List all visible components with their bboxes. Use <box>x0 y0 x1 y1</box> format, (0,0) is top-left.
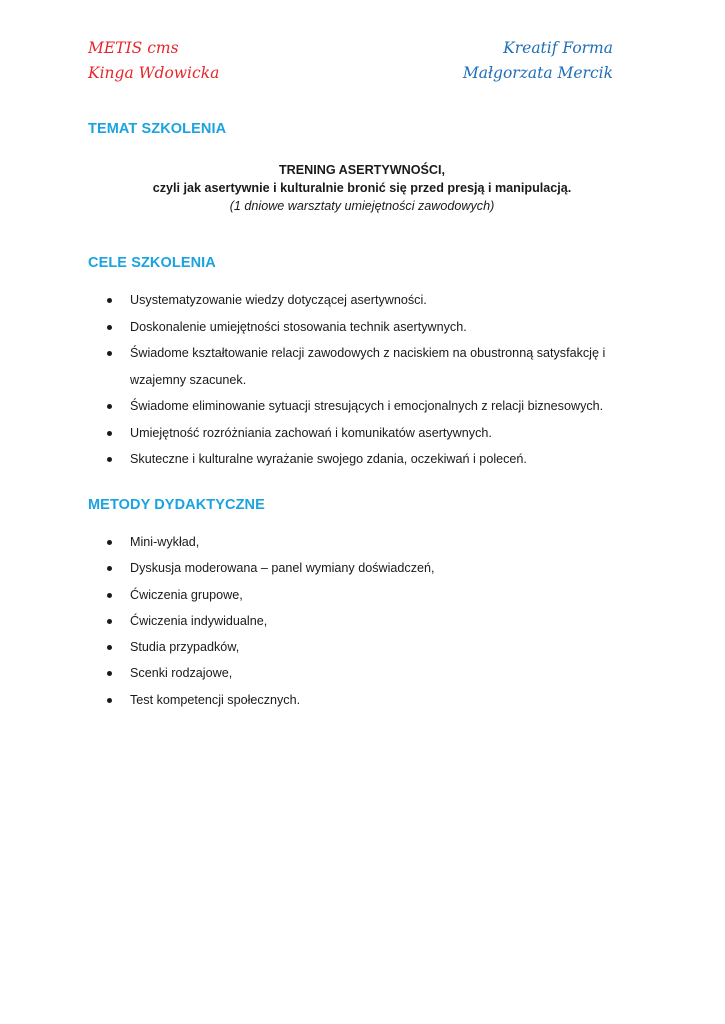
list-item-text: Scenki rodzajowe, <box>130 666 233 681</box>
list-item-text: Umiejętność rozróżniania zachowań i komunikatów asertywnych. <box>130 425 492 440</box>
topic-title: TRENING ASERTYWNOŚCI, <box>278 163 446 177</box>
list-item <box>105 287 645 314</box>
methods-list <box>105 529 645 713</box>
list-item-text: Mini-wykład, <box>130 535 200 549</box>
bullet-icon <box>107 671 112 676</box>
list-item <box>105 314 645 341</box>
list-item <box>105 660 645 686</box>
list-item <box>105 608 645 634</box>
list-item-text: Usystematyzowanie wiedzy dotyczącej asertywności. <box>130 293 427 307</box>
bullet-icon <box>107 404 112 409</box>
list-item-text: Doskonalenie umiejętności stosowania technik asertywnych. <box>130 319 467 334</box>
topic-subtitle: czyli jak asertywnie i kulturalnie bronić się przed presją i manipulacją. <box>152 181 572 195</box>
header-left <box>88 36 219 86</box>
bullet-icon <box>107 351 112 356</box>
company-name-left: METIS cms <box>88 39 179 57</box>
topic-block <box>88 161 636 215</box>
bullet-icon <box>107 298 112 303</box>
list-item <box>105 529 645 555</box>
list-item <box>105 420 645 447</box>
list-item <box>105 555 645 581</box>
topic-heading: TEMAT SZKOLENIA <box>88 121 227 137</box>
person-name-right: Małgorzata Mercik <box>462 64 613 82</box>
company-name-right: Kreatif Forma <box>503 39 613 57</box>
list-item-text: Studia przypadków, <box>130 640 240 655</box>
list-item <box>105 582 645 608</box>
list-item-text: Świadome kształtowanie relacji zawodowych z naciskiem na obustronną satysfakcję i wzajemny szacunek. <box>130 346 606 387</box>
header-right <box>463 36 613 86</box>
bullet-icon <box>107 698 112 703</box>
bullet-icon <box>107 540 112 545</box>
bullet-icon <box>107 645 112 650</box>
bullet-icon <box>107 566 112 571</box>
bullet-icon <box>107 325 112 330</box>
list-item <box>105 340 645 393</box>
list-item-text: Dyskusja moderowana – panel wymiany doświadczeń, <box>130 561 435 576</box>
bullet-icon <box>107 619 112 624</box>
list-item-text: Skuteczne i kulturalne wyrażanie swojego zdania, oczekiwań i poleceń. <box>130 452 527 466</box>
list-item-text: Test kompetencji społecznych. <box>130 692 301 707</box>
goals-list <box>105 287 645 473</box>
methods-heading: METODY DYDAKTYCZNE <box>88 497 265 513</box>
goals-heading: CELE SZKOLENIA <box>88 255 216 271</box>
bullet-icon <box>107 457 112 462</box>
list-item <box>105 393 645 420</box>
bullet-icon <box>107 593 112 598</box>
list-item-text: Ćwiczenia indywidualne, <box>130 613 268 628</box>
list-item-text: Świadome eliminowanie sytuacji stresujących i emocjonalnych z relacji biznesowych. <box>130 399 604 413</box>
person-name-left: Kinga Wdowicka <box>88 64 220 82</box>
list-item <box>105 687 645 713</box>
list-item <box>105 634 645 660</box>
list-item <box>105 446 645 473</box>
topic-note: (1 dniowe warsztaty umiejętności zawodowych) <box>229 199 495 213</box>
list-item-text: Ćwiczenia grupowe, <box>130 587 243 602</box>
bullet-icon <box>107 431 112 436</box>
